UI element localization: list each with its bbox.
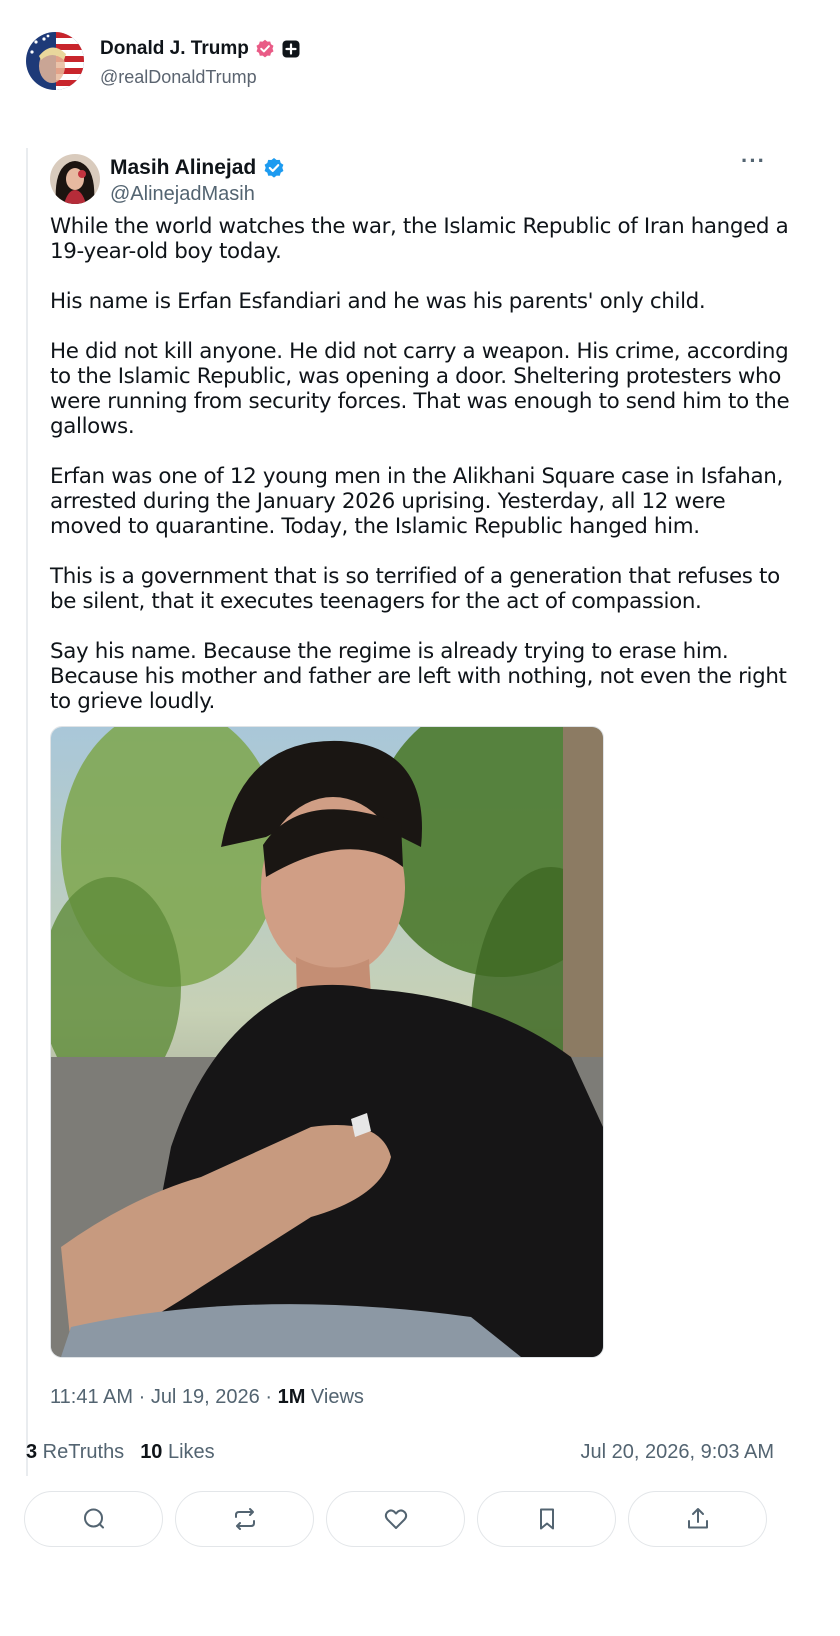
paragraph: Erfan was one of 12 young men in the Alikhani Square case in Isfahan, arrested during the January 2026 uprising. Yesterday, all 12 were moved to quarantine. Today, the Islamic Republic hanged him. (50, 464, 783, 539)
quoted-body (50, 214, 792, 739)
author-line (100, 38, 301, 60)
paragraph: His name is Erfan Esfandiari and he was his parents' only child. (50, 289, 706, 314)
verified-badge-icon (255, 39, 275, 59)
portrait-avatar-icon (50, 154, 100, 204)
separator: · (259, 1386, 278, 1408)
quoted-author-name[interactable]: Masih Alinejad (110, 156, 257, 179)
author-avatar[interactable] (26, 32, 84, 90)
author-name[interactable]: Donald J. Trump (100, 38, 249, 59)
quoted-name-line (110, 156, 285, 180)
likes-count: 10 (140, 1441, 163, 1463)
share-icon (685, 1506, 711, 1532)
quoted-author-handle[interactable]: @AlinejadMasih (110, 183, 255, 205)
author-handle[interactable]: @realDonaldTrump (100, 67, 257, 87)
bookmark-icon (534, 1506, 560, 1532)
reply-icon (81, 1506, 107, 1532)
separator: · (133, 1386, 151, 1408)
quoted-author-info (110, 156, 285, 206)
views-label: Views (305, 1386, 364, 1408)
views-count: 1M (277, 1386, 306, 1408)
attached-photo[interactable] (50, 726, 604, 1358)
paragraph: This is a government that is so terrified of a generation that refuses to be silent, that it executes teenagers for the act of compassion. (50, 564, 780, 614)
paragraph: Say his name. Because the regime is already trying to erase him. Because his mother and father are left with nothing, not even the right to grieve loudly. (50, 639, 787, 714)
post-header (26, 32, 301, 90)
quoted-date[interactable]: Jul 19, 2026 (150, 1386, 260, 1408)
author-info (100, 38, 301, 88)
portrait-photo (51, 727, 603, 1357)
verified-check-icon (263, 157, 285, 179)
retruths-label: ReTruths (37, 1441, 125, 1463)
action-bar (24, 1491, 767, 1547)
quoted-author-avatar[interactable] (50, 154, 100, 204)
like-button[interactable] (326, 1491, 465, 1547)
retruth-button[interactable] (175, 1491, 314, 1547)
plus-badge-icon (281, 39, 301, 59)
likes-label: Likes (162, 1441, 215, 1463)
quoted-meta (50, 1386, 364, 1409)
likes-stat[interactable] (140, 1441, 215, 1464)
retruths-stat[interactable] (26, 1441, 124, 1464)
retruth-icon (232, 1506, 258, 1532)
paragraph: While the world watches the war, the Islamic Republic of Iran hanged a 19-year-old boy today. (50, 214, 789, 264)
retruths-count: 3 (26, 1441, 38, 1463)
quoted-tweet[interactable] (26, 148, 818, 1476)
like-icon (383, 1506, 409, 1532)
reply-button[interactable] (24, 1491, 163, 1547)
flag-avatar-icon (26, 32, 84, 90)
engagement-stats (26, 1441, 215, 1464)
quoted-header (50, 154, 285, 206)
post-timestamp[interactable]: Jul 20, 2026, 9:03 AM (580, 1441, 774, 1463)
bookmark-button[interactable] (477, 1491, 616, 1547)
more-options-button[interactable]: ··· (741, 148, 766, 173)
quoted-time[interactable]: 11:41 AM (50, 1386, 134, 1408)
paragraph: He did not kill anyone. He did not carry a weapon. His crime, according to the Islamic Republic, was opening a door. Sheltering protesters who were running from security forces. That was enough to send him to the gallows. (50, 339, 790, 439)
share-button[interactable] (628, 1491, 767, 1547)
